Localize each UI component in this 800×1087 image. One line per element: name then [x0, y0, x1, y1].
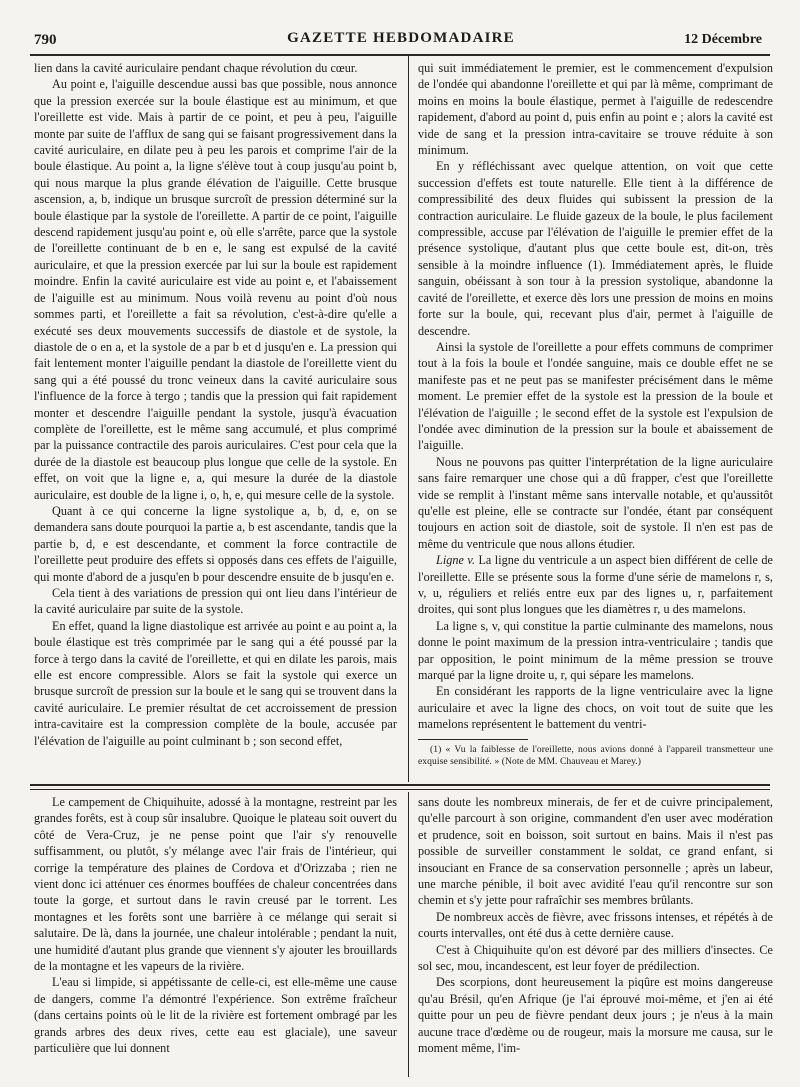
paragraph: Cela tient à des variations de pression qui ont lieu dans l'intérieur de la cavité auriculaire par suite de la systole. — [34, 586, 397, 617]
page-header — [28, 28, 774, 52]
header-rule — [30, 54, 770, 56]
paragraph: En y réfléchissant avec quelque attention, on voit que cette succession d'effets est toute naturelle. Elle tient à la différence de compressibilité des deux fluides qui subissent la pression de la contraction auriculaire. Le fluide gazeux de la boule, le plus facilement compressible, accuse par l'élévation de l'aiguille le premier effet de la présence systolique, d'autant plus que cette boule est, dit-on, très sensible à la moindre influence (1). Immédiatement après, le fluide sanguin, obéissant à son tour à la pression systolique, abandonne la cavité de l'oreillette, et exerce dès lors une pression de moins en moins forte sur la boule, qui, recevant plus d'air, permet à l'aiguille de descendre. — [418, 159, 773, 338]
column-top-left — [34, 60, 397, 780]
column-bottom-left — [34, 794, 397, 1078]
paragraph: sans doute les nombreux minerais, de fer et de cuivre principalement, qu'elle parcourt à son origine, commandent d'en user avec modération et prudence, soit en boisson, soit surtout en bains. Mais il n'est pas possible de surveiller constamment le soldat, ce grand enfant, si insouciant en France de sa conservation personnelle ; après un labeur, une marche pénible, il boit avec avidité l'eau qu'il rencontre sur son chemin et s'y jette pour rafraîchir ses membres brûlants. — [418, 795, 773, 908]
page-number: 790 — [34, 32, 57, 48]
ventricle-text: La ligne du ventricule a un aspect bien différent de celle de l'oreillette. Elle se présente sous la forme d'une série de mamelons r, s, v, u, réguliers et reliés entre eux par des lignes u, r, parfaitement droites, qui sont plus longues que les diamètres r, u des mamelons. — [418, 553, 773, 617]
paragraph: Au point e, l'aiguille descendue aussi bas que possible, nous annonce que la pression exercée sur la boule élastique est au minimum, et que l'oreillette est vide. Mais à partir de ce point, et peu à peu, l'aiguille monte par suite de l'afflux de sang qui se faisant progressivement dans la cavité auriculaire, en dilate peu à peu les parois et comprime l'air de la boule élastique. Au point a, la ligne s'élève tout à coup jusqu'au point b, qui nous marque la plus grande élévation de l'aiguille. Cette brusque ascension, a, b, indique un brusque surcroît de pression déterminé sur la boule élastique par la systole de l'oreillette. A partir de ce point, l'aiguille descend rapidement jusqu'au point e, où elle s'arrête, parce que la systole de l'oreillette continuant de b en e, le sang est expulsé de la cavité auriculaire, et que la pression exercée par lui sur la boule est rapidement moindre. Enfin la cavité auriculaire est vide au point e, et l'abaissement de l'aiguille est au minimum. Nous voilà revenu au point d'où nous sommes parti, et l'oreillette a fait sa révolution, c'est-à-dire qu'elle a exécuté ses deux mouvements successifs de diastole et de systole, la diastole de o en a, et la systole de a par b et d jusqu'en e. La pression qui fait lentement monter l'aiguille pendant la diastole de l'oreillette vient du sang qui a été poussé du tronc veineux dans la cavité auriculaire sous l'influence de la force à tergo ; tandis que la pression qui fait rapidement monter et descendre l'aiguille pendant la systole, jusqu'à évacuation complète de l'oreillette, est le même sang accumulé, et plus comprimé par la puissance contractile des parois auriculaires. C'est pour cela que la durée de la diastole est beaucoup plus longue que celle de la systole. En effet, on voit que la ligne e, a, qui mesure la durée de la diastole auriculaire, est double de la ligne i, o, h, e, qui mesure celle de la systole. — [34, 77, 397, 502]
paragraph: Quant à ce qui concerne la ligne systolique a, b, d, e, on se demandera sans doute pourquoi la partie a, b est ascendante, tandis que la partie b, d, e est descendante, et comment la force contractile de l'oreillette peut produire des effets si opposés dans ces effets de l'aiguille, qui monte d'abord de a jusqu'en b pour descendre ensuite de b jusqu'en e. — [34, 503, 397, 584]
section-rule-thin — [30, 789, 770, 790]
paragraph: L'eau si limpide, si appétissante de celle-ci, est elle-même une cause de dangers, comme l'a démontré l'expérience. Son extrême fraîcheur (dans certains points où le lit de la rivière est fortement ombragé par les grands arbres des deux rives, cette eau est glaciale), une saveur particulière que lui donnent — [34, 975, 397, 1056]
paragraph: La ligne s, v, qui constitue la partie culminante des mamelons, nous donne le point maximum de la pression intra-ventriculaire ; tandis que par opposition, le point minimum de la même pression se trouve marqué par la ligne droite u, r, qui sépare les mamelons. — [418, 618, 773, 683]
column-divider-bottom — [408, 792, 409, 1077]
paragraph: qui suit immédiatement le premier, est le commencement d'expulsion de l'ondée qui abandonne l'oreillette et qui par là même, comprimant de moins en moins la boule élastique, permet à l'aiguille de redescendre rapidement, d'abord au point d, puis enfin au point e ; alors la cavité est vide de sang et la pression intra-cavitaire se trouve réduite à son minimum. — [418, 61, 773, 158]
paragraph-ventricle — [418, 552, 773, 618]
footnote-rule — [418, 739, 528, 740]
section-rule — [30, 784, 770, 786]
column-bottom-right — [418, 794, 773, 1078]
paragraph: lien dans la cavité auriculaire pendant chaque révolution du cœur. — [34, 61, 358, 75]
column-top-right — [418, 60, 773, 780]
paragraph: Ainsi la systole de l'oreillette a pour effets communs de comprimer tout à la fois la boule et l'ondée sanguine, mais ce double effet ne se manifeste pas et ne peut pas se manifester précisément dans le même moment. Le premier effet de la systole est la pression de la boule et l'élévation de l'aiguille ; le second effet de la systole est l'expulsion de l'ondée avec diminution de la pression sur la boule et abaissement de l'aiguille. — [418, 339, 773, 453]
paragraph: Le campement de Chiquihuite, adossé à la montagne, restreint par les grandes forêts, est à coup sûr insalubre. Quoique le plateau soit ouvert du côté de Vera-Cruz, je ne pense point que l'air s'y renouvelle suffisamment, ou plutôt, s'y mélange avec l'air frais de l'intérieur, qui corrige la température des plaines de Cordova et d'Orizzaba ; rien ne vient donc ici atténuer ces énormes bouffées de chaleur concentrées dans toute la gorge, et surtout dans le ravin creusé par le torrent. Les montagnes et les forêts sont une barrière à ce mélange qui serait si salutaire. De là, dans la journée, une chaleur intolérable ; pendant la nuit, une humidité d'autant plus grande que viennent s'y ajouter les brouillards de la montagne et les vapeurs de la rivière. — [34, 795, 397, 974]
footnote: (1) « Vu la faiblesse de l'oreillette, nous avions donné à l'appareil transmetteur une exquise sensibilité. » (Note de MM. Chauveau et Marey.) — [418, 743, 773, 768]
paragraph: C'est à Chiquihuite qu'on est dévoré par des milliers d'insectes. Ce sol sec, mou, incandescent, est leur foyer de prédilection. — [418, 942, 773, 974]
paragraph: Nous ne pouvons pas quitter l'interprétation de la ligne auriculaire sans faire remarquer une chose qui a dû frapper, c'est que l'oreillette vide se remplit à l'instant même sans intervalle notable, et qu'aussitôt qu'elle est pleine, elle se contracte sur l'ondée, étant par conséquent toujours en action soit de diastole, soit de systole. Il n'en est pas de même du ventricule que nous allons étudier. — [418, 454, 773, 551]
paragraph: Des scorpions, dont heureusement la piqûre est moins dangereuse qu'au Brésil, qu'en Afrique (je l'ai éprouvé moi-même, et j'en ai été quitte pour un peu de fièvre pendant deux jours ; je n'eus à la main aucune trace d'œdème ou de rougeur, mais la morsure me causa, sur le moment même, l'im- — [418, 975, 773, 1056]
paragraph: De nombreux accès de fièvre, avec frissons intenses, et répétés à de courts intervalles, ont été dus à cette dernière cause. — [418, 909, 773, 941]
paragraph: En effet, quand la ligne diastolique est arrivée au point e au point a, la boule élastique est très comprimée par le sang qui a été poussé par la force à tergo dans la cavité de l'oreillette, et qui en dilate les parois, mais elle est encore compressible. Alors se fait la systole qui exerce un brusque surcroît de pression sur la boule et le sang qui se trouvent dans la cavité auriculaire. Le premier résultat de cet accroissement de pression intra-cavitaire est la compression complète de la boule, accusée par l'élévation de l'aiguille au point culminant b ; son second effet, — [34, 618, 397, 748]
issue-date: 12 Décembre — [684, 32, 762, 47]
publication-title: GAZETTE HEBDOMADAIRE — [287, 30, 515, 46]
ventricle-line-label: Ligne v. — [436, 553, 476, 568]
column-divider-top — [408, 56, 409, 782]
paragraph: En considérant les rapports de la ligne ventriculaire avec la ligne auriculaire et avec la ligne des chocs, on voit tout de suite que les mamelons représentent le battement du ventri- — [418, 684, 773, 732]
